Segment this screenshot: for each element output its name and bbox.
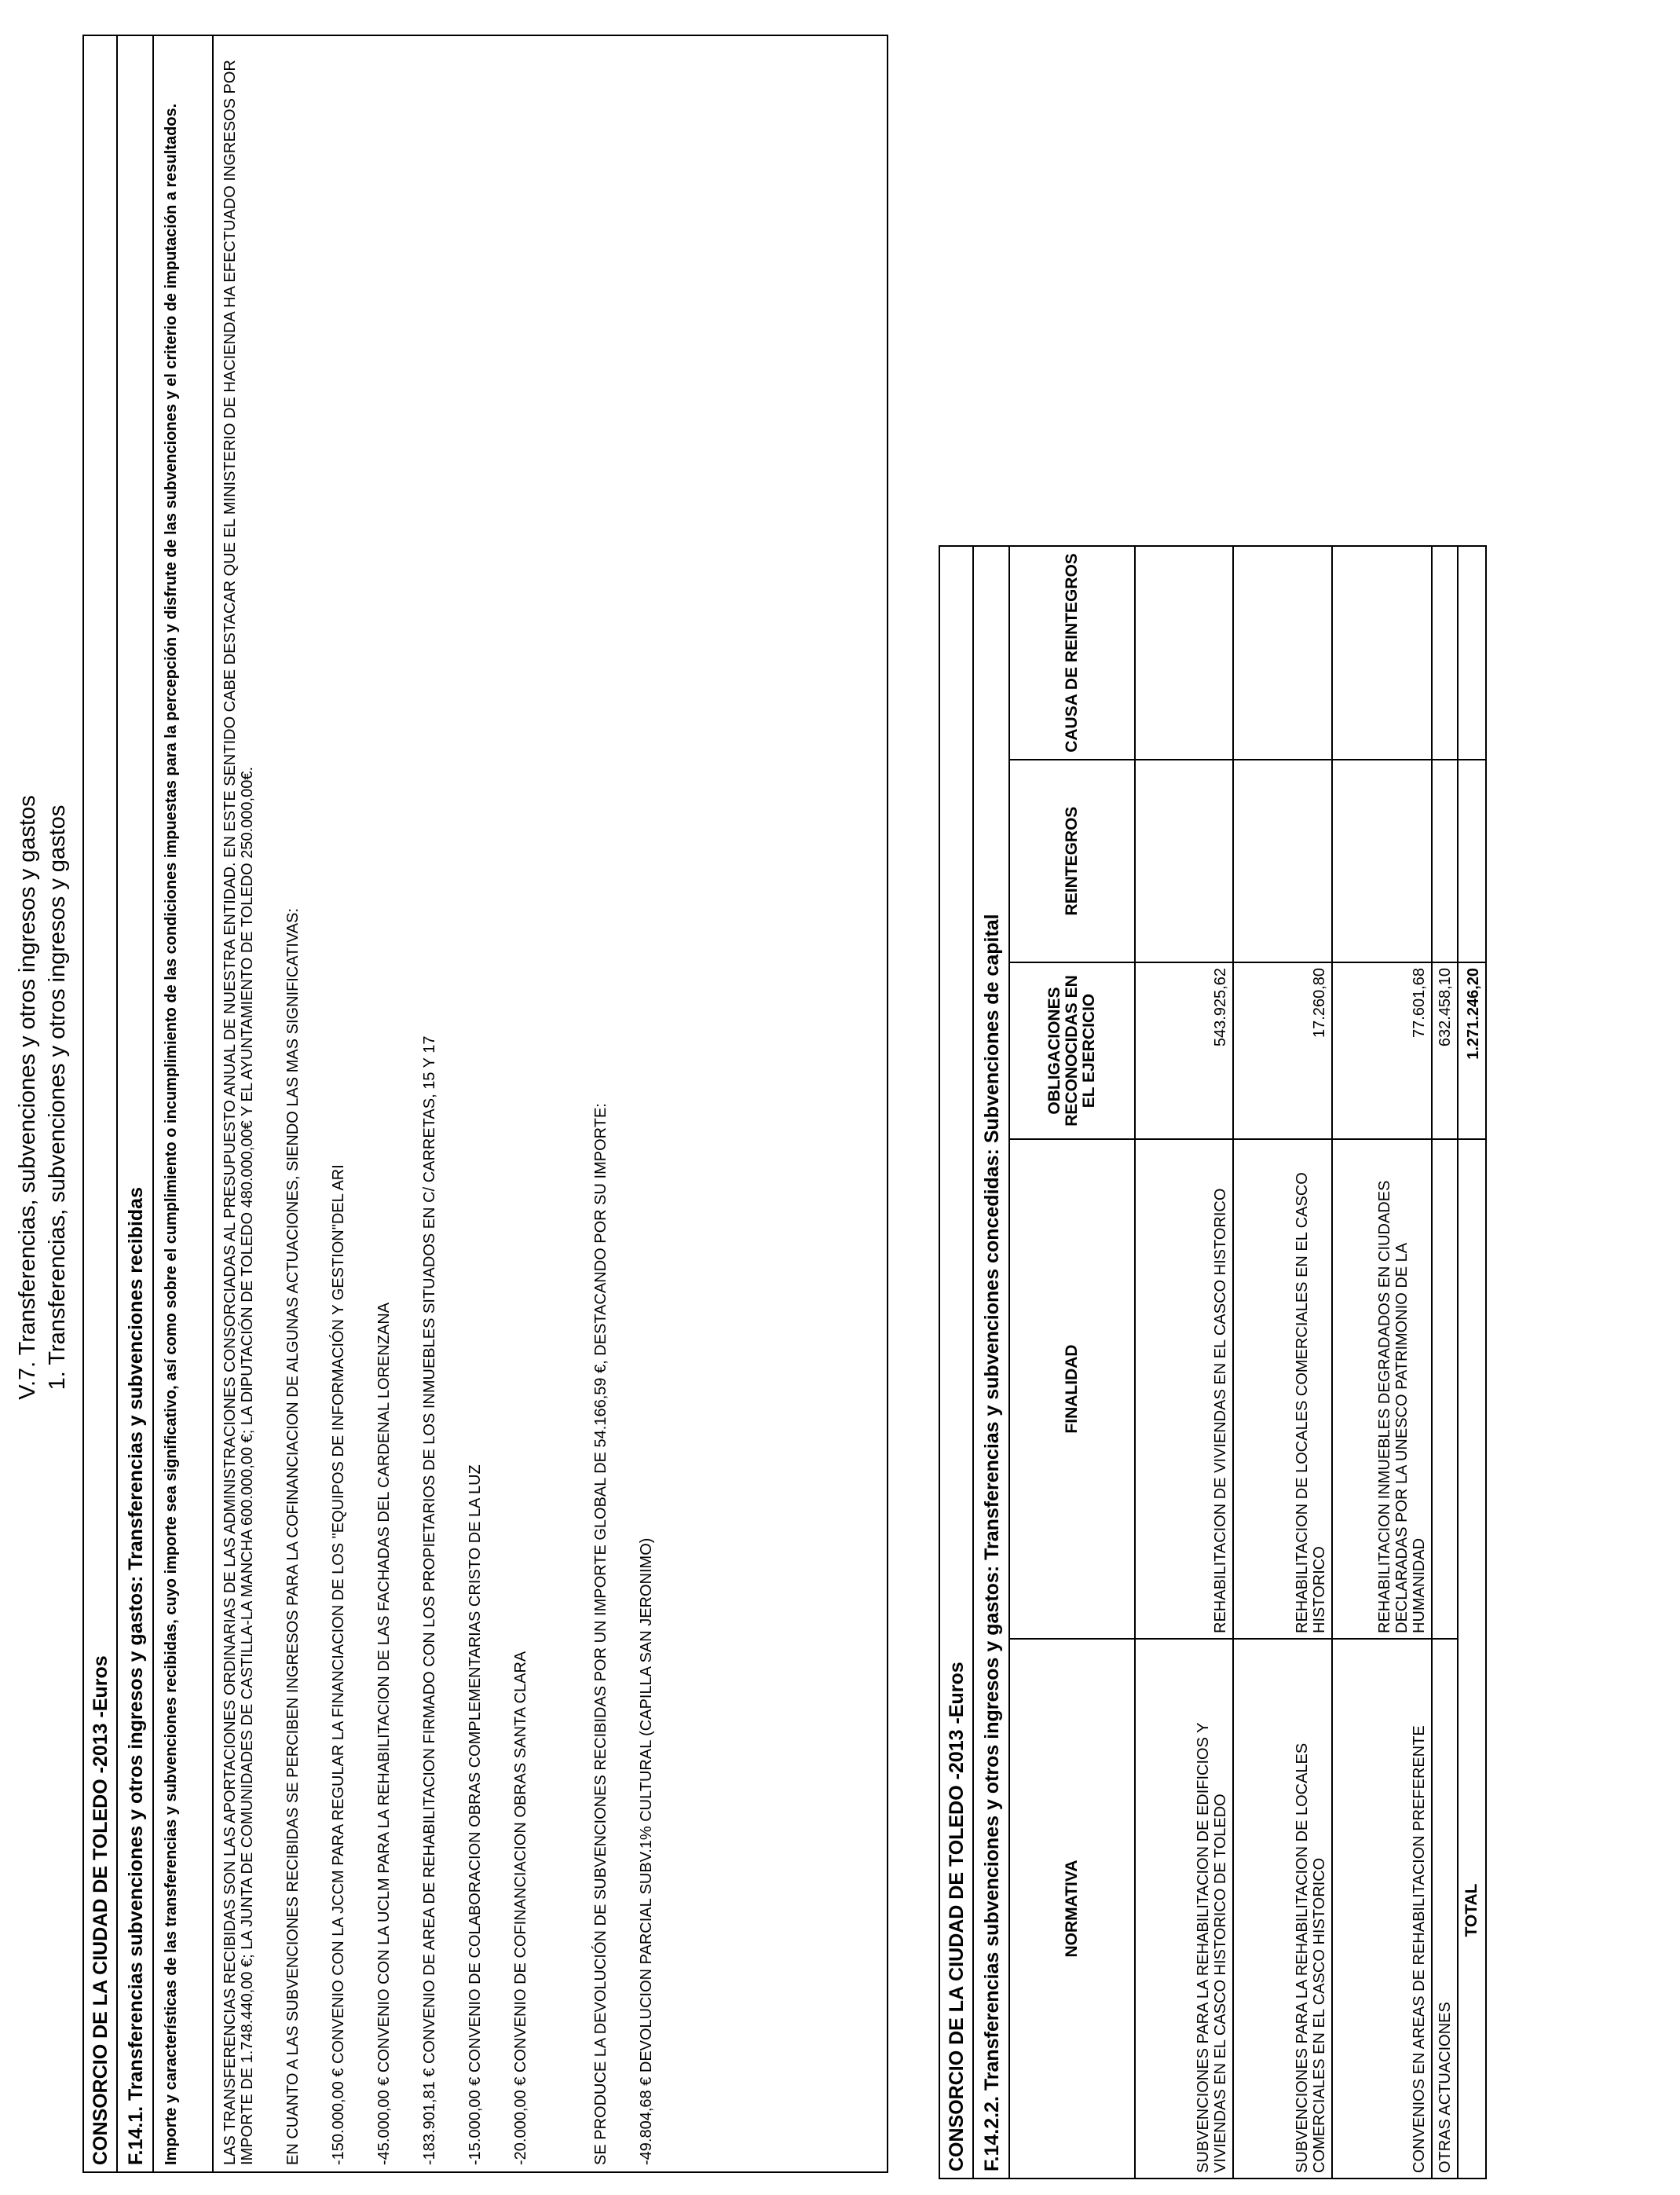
refund-item: -49.804,68 € DEVOLUCION PARCIAL SUBV.1% CULTURAL (CAPILLA SAN JERONIMO): [638, 1537, 655, 2165]
table-cell-normativa: OTRAS ACTUACIONES: [1433, 1638, 1459, 2178]
table-body: [214, 36, 887, 2171]
refund-intro: SE PRODUCE LA DEVOLUCIÓN DE SUBVENCIONES RECIBIDAS POR UN IMPORTE GLOBAL DE 54.166,59 €, DESTACANDO POR SU IMPORTE:: [592, 1103, 609, 2165]
subsidy-item: -150.000,00 € CONVENIO CON LA JCCM PARA REGULAR LA FINANCIACION DE LOS "EQUIPOS DE INFORMACIÓN Y GESTION"DEL ARI: [330, 1164, 347, 2165]
table-cell-finalidad: REHABILITACION DE LOCALES COMERCIALES EN EL CASCO HISTORICO: [1234, 1138, 1333, 1638]
column-header-causa: CAUSA DE REINTEGROS: [1010, 547, 1136, 759]
table-subtitle: F.14.2.2. Transferencias subvenciones y otros ingresos y gastos: Transferencias y subvenciones concedidas: Subvenciones de capital: [974, 547, 1010, 2178]
table-cell-finalidad: REHABILITACION INMUEBLES DEGRADADOS EN CIUDADES DECLARADAS POR LA UNESCO PATRIMONIO DE LA HUMANIDAD: [1333, 1138, 1433, 1638]
table-cell-reintegros: [1234, 759, 1333, 962]
table-cell-causa: [1234, 547, 1333, 759]
table-title: CONSORCIO DE LA CIUDAD DE TOLEDO -2013 -Euros: [84, 36, 118, 2171]
table-cell-normativa: SUBVENCIONES PARA LA REHABILITACION DE LOCALES COMERCIALES EN EL CASCO HISTORICO: [1234, 1638, 1333, 2178]
table-cell-causa: [1136, 547, 1234, 759]
capital-subsidies-table: [939, 545, 1487, 2179]
table-cell-causa: [1433, 547, 1459, 759]
table-cell-reintegros: [1136, 759, 1234, 962]
subsidy-item: -20.000,00 € CONVENIO DE COFINANCIACION OBRAS SANTA CLARA: [512, 1651, 529, 2165]
total-causa: [1459, 547, 1485, 759]
table-description: Importe y características de las transferencias y subvenciones recibidas, cuyo importe sea significativo, así como sobre el cumplimiento o incumplimiento de las condiciones impuestas para la percepción y disfrute de las subvenciones y el criterio de imputación a resultados.: [154, 36, 214, 2171]
table-subtitle: F.14.1. Transferencias subvenciones y otros ingresos y gastos: Transferencias y subvenciones recibidas: [118, 36, 154, 2171]
subsidy-item: -15.000,00 € CONVENIO DE COLABORACION OBRAS COMPLEMENTARIAS CRISTO DE LA LUZ: [467, 1464, 484, 2165]
subsection-heading: 1. Transferencias, subvenciones y otros ingresos y gastos: [45, 804, 70, 1391]
table-cell-normativa: SUBVENCIONES PARA LA REHABILITACION DE EDIFICIOS Y VIVIENDAS EN EL CASCO HISTORICO DE TOLEDO: [1136, 1638, 1234, 2178]
total-reintegros: [1459, 759, 1485, 962]
column-header-obligaciones: OBLIGACIONES RECONOCIDAS EN EL EJERCICIO: [1010, 962, 1136, 1138]
section-heading: V.7. Transferencias, subvenciones y otros ingresos y gastos: [15, 795, 40, 1400]
total-label-text: TOTAL: [1462, 1883, 1481, 1937]
column-header-reintegros: REINTEGROS: [1010, 759, 1136, 962]
table-title: CONSORCIO DE LA CIUDAD DE TOLEDO -2013 -Euros: [940, 547, 974, 2178]
intro-paragraph: LAS TRANSFERENCIAS RECIBIDAS SON LAS APORTACIONES ORDINARIAS DE LAS ADMINISTRACIONES CONSORCIADAS AL PRESUPUESTO ANUAL DE NUESTRA ENTIDAD. EN ESTE SENTIDO CABE DESTACAR QUE EL MINISTERIO DE HACIENDA HA EFECTUADO INGRESOS POR IMPORTE DE 1.748.440,00 €; LA JUNTA DE COMUNIDADES DE CASTILLA-LA MANCHA 600.000,00 €; LA DIPUTACIÓN DE TOLEDO 480.000,00€ Y EL AYUNTAMIENTO DE TOLEDO 250.000,00€.: [221, 60, 256, 2165]
subsidies-intro: EN CUANTO A LAS SUBVENCIONES RECIBIDAS SE PERCIBEN INGRESOS PARA LA COFINANCIACION DE ALGUNAS ACTUACIONES, SIENDO LAS MAS SIGNIFICATIVAS:: [284, 907, 302, 2165]
total-label: [1459, 1138, 1485, 2178]
table-cell-finalidad: [1433, 1138, 1459, 1638]
column-header-normativa: NORMATIVA: [1010, 1638, 1136, 2178]
table-cell-reintegros: [1333, 759, 1433, 962]
subsidy-item: -183.901,81 € CONVENIO DE AREA DE REHABILITACION FIRMADO CON LOS PROPIETARIOS DE LOS INMUEBLES SITUADOS EN C/ CARRETAS, 15 Y 17: [421, 1035, 438, 2165]
received-transfers-table: [82, 35, 888, 2173]
table-cell-causa: [1333, 547, 1433, 759]
table-cell-obligaciones: 543.925,62: [1136, 962, 1234, 1138]
table-cell-normativa: CONVENIOS EN AREAS DE REHABILITACION PREFERENTE: [1333, 1638, 1433, 2178]
table-cell-obligaciones: 632.458,10: [1433, 962, 1459, 1138]
table-cell-obligaciones: 17.260,80: [1234, 962, 1333, 1138]
total-value: 1.271.246,20: [1459, 962, 1485, 1138]
column-header-finalidad: FINALIDAD: [1010, 1138, 1136, 1638]
table-cell-finalidad: REHABILITACION DE VIVIENDAS EN EL CASCO HISTORICO: [1136, 1138, 1234, 1638]
table-cell-reintegros: [1433, 759, 1459, 962]
subsidy-item: -45.000,00 € CONVENIO CON LA UCLM PARA LA REHABILITACION DE LAS FACHADAS DEL CARDENAL LORENZANA: [375, 1302, 393, 2165]
table-cell-obligaciones: 77.601,68: [1333, 962, 1433, 1138]
table-grid: [1010, 547, 1485, 2178]
